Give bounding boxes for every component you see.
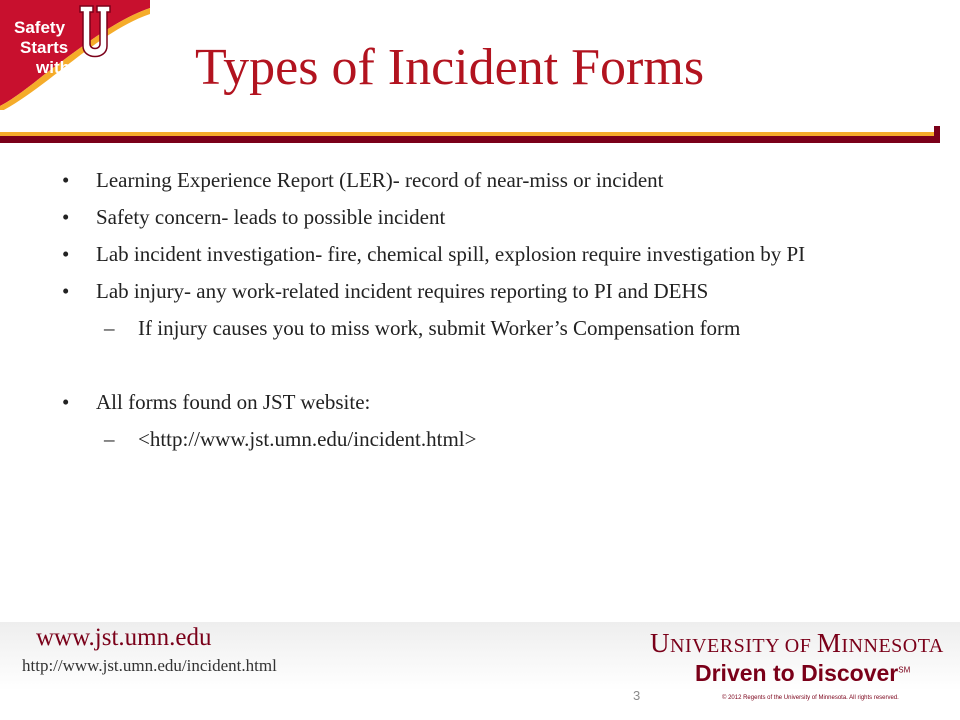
slide-title: Types of Incident Forms — [195, 39, 705, 96]
logo-text — [14, 18, 70, 78]
university-wordmark — [650, 628, 950, 659]
bullet-text: Safety concern- leads to possible incident — [96, 205, 446, 229]
bullet-item — [62, 240, 922, 268]
bullet-list — [62, 166, 922, 453]
bullet-text: All forms found on JST website: — [96, 390, 371, 414]
bullet-text: Lab injury- any work-related incident requires reporting to PI and DEHS — [96, 279, 709, 303]
bullet-item — [62, 388, 922, 416]
wordmark-part-1: NIVERSITY OF — [670, 635, 817, 657]
block-u-icon — [78, 4, 112, 64]
bullet-glyph: • — [62, 168, 70, 192]
footer-page-link[interactable]: http://www.jst.umn.edu/incident.html — [22, 656, 277, 675]
university-tagline — [650, 660, 950, 687]
footer-site-link[interactable]: www.jst.umn.edu — [36, 624, 212, 651]
wordmark-initial-1: U — [650, 628, 670, 658]
title-rule-cap — [934, 126, 940, 143]
service-mark: SM — [898, 665, 911, 675]
bullet-glyph: • — [62, 279, 70, 303]
wordmark-part-2: INNESOTA — [841, 635, 944, 657]
university-logo — [650, 628, 950, 701]
dash-glyph: – — [104, 427, 115, 451]
bullet-glyph: • — [62, 390, 70, 414]
safety-starts-with-u-logo — [0, 0, 150, 110]
copyright-text: © 2012 Regents of the University of Minnesota. All rights reserved. — [722, 695, 899, 701]
page-number: 3 — [633, 688, 641, 703]
incident-form-link[interactable]: <http://www.jst.umn.edu/incident.html> — [138, 427, 477, 451]
bullet-text: Learning Experience Report (LER)- record of near-miss or incident — [96, 168, 664, 192]
sub-bullet-item — [62, 425, 922, 453]
sub-bullet-item — [62, 314, 922, 342]
sub-bullet-text: If injury causes you to miss work, submit Worker’s Compensation form — [138, 316, 741, 340]
title-rule-maroon — [0, 136, 940, 143]
bullet-item — [62, 166, 922, 194]
bullet-text: Lab incident investigation- fire, chemical spill, explosion require investigation by PI — [96, 242, 806, 266]
wordmark-initial-2: M — [816, 628, 842, 658]
bullet-glyph: • — [62, 205, 70, 229]
dash-glyph: – — [104, 316, 115, 340]
tagline-text: Driven to Discover — [695, 660, 899, 686]
logo-line-3: with — [36, 58, 70, 77]
bullet-item — [62, 203, 922, 231]
logo-line-1: Safety — [14, 18, 66, 37]
bullet-glyph: • — [62, 242, 70, 266]
logo-line-2: Starts — [20, 38, 69, 57]
bullet-item — [62, 277, 922, 305]
